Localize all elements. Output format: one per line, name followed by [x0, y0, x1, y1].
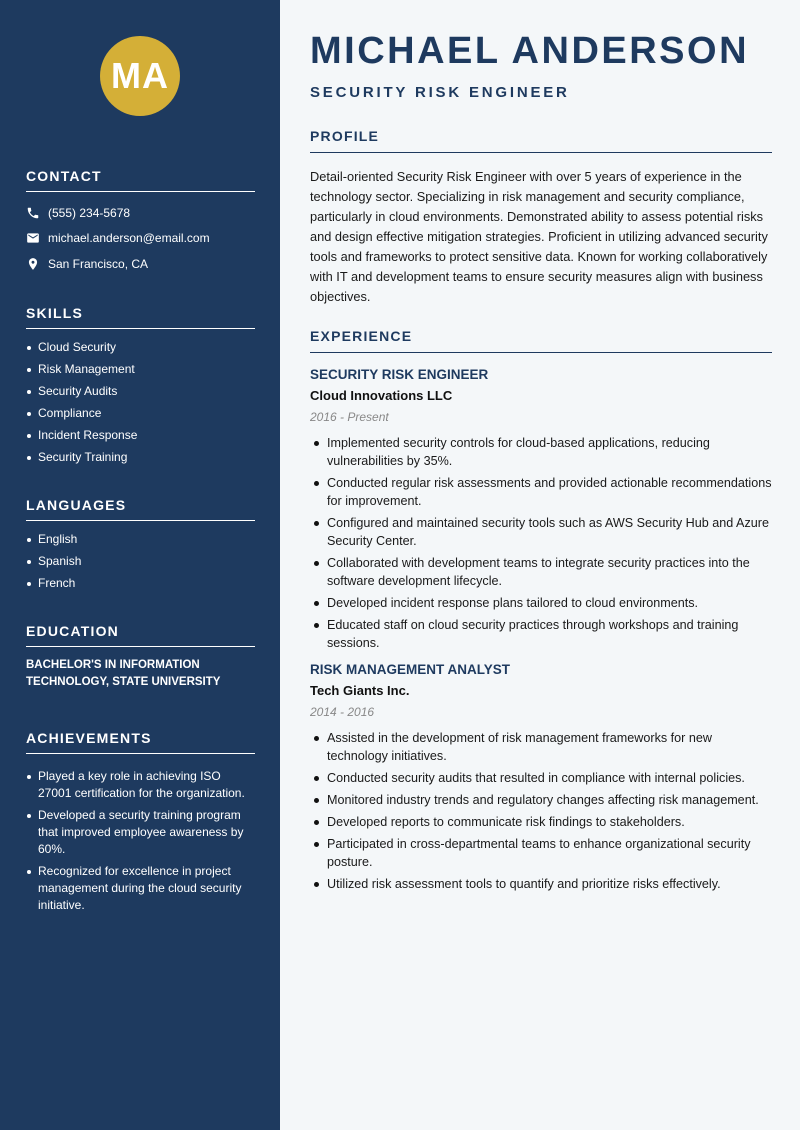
company-name: Cloud Innovations LLC	[310, 388, 453, 403]
achievement-item: Recognized for excellence in project management during the cloud security initiative.	[26, 863, 255, 914]
language-item: English	[26, 531, 255, 548]
job-bullet: Configured and maintained security tools such as AWS Security Hub and Azure Security Center.	[310, 514, 772, 550]
profile-section	[310, 128, 772, 307]
candidate-role: SECURITY RISK ENGINEER	[310, 84, 570, 101]
skills-section	[26, 305, 255, 471]
skills-heading: SKILLS	[26, 305, 255, 329]
skill-item: Incident Response	[26, 427, 255, 444]
avatar	[100, 36, 180, 116]
contact-phone	[26, 200, 255, 226]
education-degree: BACHELOR'S IN INFORMATION TECHNOLOGY, STATE UNIVERSITY	[26, 659, 221, 688]
job-title: SECURITY RISK ENGINEER	[310, 367, 489, 382]
language-item: French	[26, 575, 255, 592]
contact-heading: CONTACT	[26, 168, 255, 192]
skill-item: Cloud Security	[26, 339, 255, 356]
profile-text: Detail-oriented Security Risk Engineer with over 5 years of experience in the technology sector. Specializing in risk management and security compliance, particularly in cloud environments. Demonstrated ability to assess potential risks and design effective mitigation strategies. Proficient in utilizing advanced security tools and frameworks to protect sensitive data. Known for working collaboratively with IT and development teams to ensure security measures align with business objectives.	[310, 169, 768, 304]
achievement-item: Developed a security training program that improved employee awareness by 60%.	[26, 807, 255, 858]
skill-item: Compliance	[26, 405, 255, 422]
language-item: Spanish	[26, 553, 255, 570]
job-bullet: Conducted security audits that resulted in compliance with internal policies.	[310, 769, 772, 787]
location-text: San Francisco, CA	[48, 256, 149, 271]
location-pin-icon	[26, 257, 40, 271]
experience-heading: EXPERIENCE	[310, 328, 772, 353]
profile-heading: PROFILE	[310, 128, 772, 153]
skill-item: Security Audits	[26, 383, 255, 400]
job-bullet: Conducted regular risk assessments and provided actionable recommendations for improvement.	[310, 474, 772, 510]
education-heading: EDUCATION	[26, 623, 255, 647]
email-text: michael.anderson@email.com	[48, 231, 210, 246]
job-bullet: Implemented security controls for cloud-based applications, reducing vulnerabilities by 35%.	[310, 434, 772, 470]
achievements-heading: ACHIEVEMENTS	[26, 730, 255, 754]
company-name: Tech Giants Inc.	[310, 683, 410, 698]
job-entry	[310, 367, 772, 652]
job-bullet: Educated staff on cloud security practices through workshops and training sessions.	[310, 616, 772, 652]
email-icon	[26, 231, 40, 245]
job-bullet: Monitored industry trends and regulatory changes affecting risk management.	[310, 791, 772, 809]
sidebar	[0, 0, 280, 1130]
education-section	[26, 623, 255, 691]
job-bullet: Participated in cross-departmental teams to enhance organizational security posture.	[310, 835, 772, 871]
phone-icon	[26, 206, 40, 220]
achievements-section	[26, 730, 255, 919]
avatar-initials: MA	[111, 55, 169, 96]
job-bullet: Assisted in the development of risk management frameworks for new technology initiatives.	[310, 729, 772, 765]
skill-item: Risk Management	[26, 361, 255, 378]
contact-email	[26, 226, 255, 252]
contact-location	[26, 251, 255, 277]
languages-heading: LANGUAGES	[26, 497, 255, 521]
job-bullet: Utilized risk assessment tools to quantify and prioritize risks effectively.	[310, 875, 772, 893]
experience-section	[310, 328, 772, 897]
job-dates: 2014 - 2016	[310, 705, 375, 719]
job-bullet: Developed reports to communicate risk findings to stakeholders.	[310, 813, 772, 831]
job-entry	[310, 662, 772, 893]
job-dates: 2016 - Present	[310, 410, 389, 424]
job-title: RISK MANAGEMENT ANALYST	[310, 662, 511, 677]
skill-item: Security Training	[26, 449, 255, 466]
phone-text: (555) 234-5678	[48, 205, 131, 220]
achievement-item: Played a key role in achieving ISO 27001 certification for the organization.	[26, 768, 255, 802]
candidate-name: MICHAEL ANDERSON	[310, 30, 750, 72]
contact-section	[26, 168, 255, 277]
job-bullet: Collaborated with development teams to integrate security practices into the software development lifecycle.	[310, 554, 772, 590]
languages-section	[26, 497, 255, 597]
job-bullet: Developed incident response plans tailored to cloud environments.	[310, 594, 772, 612]
